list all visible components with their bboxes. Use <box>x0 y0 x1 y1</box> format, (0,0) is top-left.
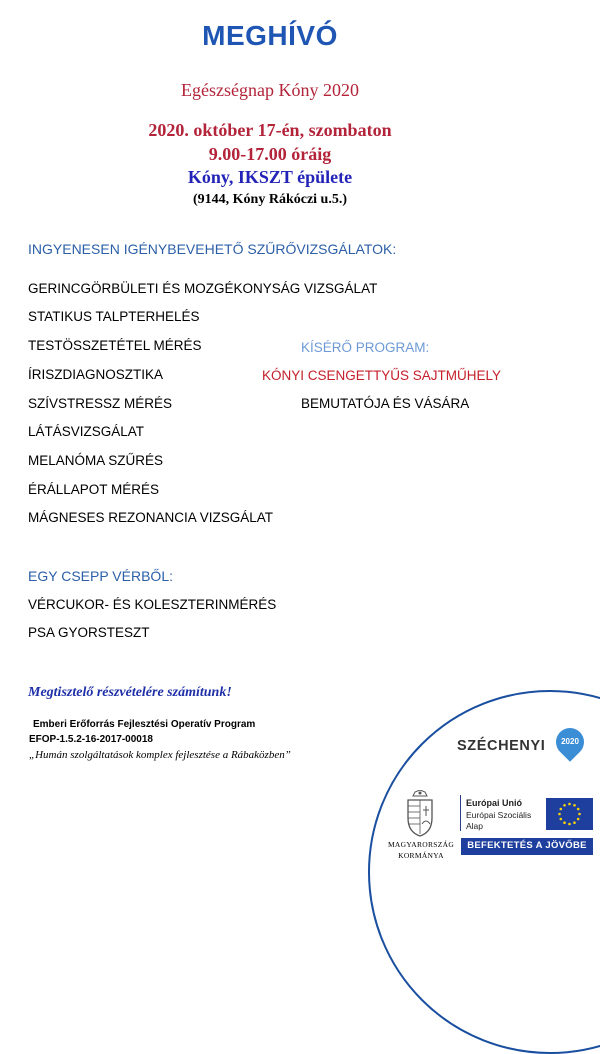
thanks-text: Megtisztelő részvételére számítunk! <box>28 685 232 700</box>
invest-banner-text: BEFEKTETÉS A JÖVŐBE <box>467 840 587 851</box>
blood-item: VÉRCUKOR- ÉS KOLESZTERINMÉRÉS <box>28 597 277 612</box>
page-title: MEGHÍVÓ <box>202 20 338 51</box>
screening-item: TESTÖSSZETÉTEL MÉRÉS <box>28 338 202 353</box>
screening-item: ÍRISZDIAGNOSZTIKA <box>28 367 164 382</box>
program-name: Emberi Erőforrás Fejlesztési Operatív Program <box>33 719 256 730</box>
screening-item: MÁGNESES REZONANCIA VIZSGÁLAT <box>28 510 274 525</box>
eu-flag-icon <box>546 798 593 830</box>
side-program-subtitle: BEMUTATÓJA ÉS VÁSÁRA <box>301 396 470 411</box>
event-place: Kóny, IKSZT épülete <box>187 167 353 187</box>
screening-item: SZÍVSTRESSZ MÉRÉS <box>28 396 173 411</box>
side-program-title: KÓNYI CSENGETTYŰS SAJTMŰHELY <box>262 368 502 383</box>
event-time: 9.00-17.00 óráig <box>208 144 332 164</box>
event-date: 2020. október 17-én, szombaton <box>148 120 392 140</box>
screening-heading: INGYENESEN IGÉNYBEVEHETŐ SZŰRŐVIZSGÁLATOK: <box>28 241 397 257</box>
screening-item: STATIKUS TALPTERHELÉS <box>28 309 200 324</box>
eu-label-line3: Alap <box>466 821 484 831</box>
screening-item: GERINCGÖRBÜLETI ÉS MOZGÉKONYSÁG VIZSGÁLAT <box>28 281 378 296</box>
screening-item: MELANÓMA SZŰRÉS <box>28 453 164 468</box>
screening-item: LÁTÁSVIZSGÁLAT <box>28 424 145 439</box>
government-label-line2: KORMÁNYA <box>398 851 444 860</box>
event-address: (9144, Kóny Rákóczi u.5.) <box>193 192 347 207</box>
blood-heading: EGY CSEPP VÉRBŐL: <box>28 568 173 584</box>
eu-label-line2: Európai Szociális <box>466 810 532 820</box>
project-name: „Humán szolgáltatások komplex fejlesztése a Rábaközben” <box>29 749 291 761</box>
program-code: EFOP-1.5.2-16-2017-00018 <box>29 734 153 745</box>
blood-item: PSA GYORSTESZT <box>28 625 150 640</box>
screening-item: ÉRÁLLAPOT MÉRÉS <box>28 482 160 497</box>
event-name: Egészségnap Kóny 2020 <box>181 80 359 100</box>
hungarian-crest-icon <box>403 790 437 838</box>
szechenyi-logo-text: SZÉCHENYI <box>457 738 546 754</box>
side-program-heading: KÍSÉRŐ PROGRAM: <box>301 340 430 355</box>
szechenyi-year: 2020 <box>561 737 579 746</box>
government-label-line1: MAGYARORSZÁG <box>387 840 455 849</box>
eu-label-line1: Európai Unió <box>466 798 522 808</box>
